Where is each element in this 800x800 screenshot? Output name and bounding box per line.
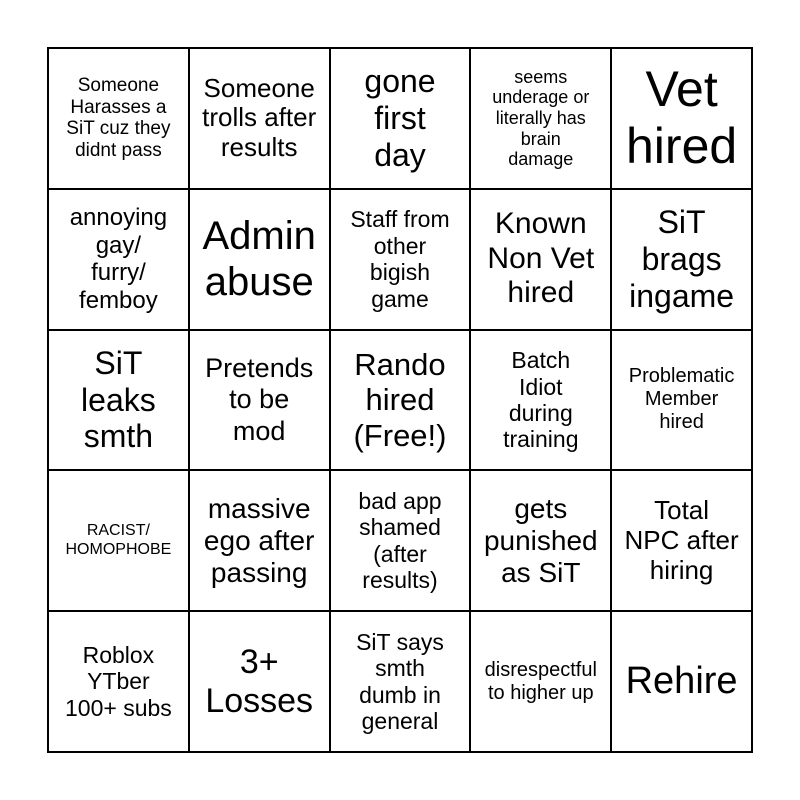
bingo-cell[interactable]: gets punished as SiT — [470, 470, 611, 611]
bingo-cell[interactable]: Problematic Member hired — [611, 330, 752, 471]
bingo-cell[interactable]: Rehire — [611, 611, 752, 752]
bingo-cell[interactable]: SiT says smth dumb in general — [330, 611, 471, 752]
bingo-cell[interactable]: Staff from other bigish game — [330, 189, 471, 330]
bingo-cell[interactable]: Someone Harasses a SiT cuz they didnt pass — [48, 48, 189, 189]
bingo-card — [47, 47, 753, 753]
bingo-cell[interactable]: Pretends to be mod — [189, 330, 330, 471]
bingo-cell[interactable]: gone first day — [330, 48, 471, 189]
bingo-cell[interactable]: Someone trolls after results — [189, 48, 330, 189]
bingo-cell[interactable]: Total NPC after hiring — [611, 470, 752, 611]
bingo-cell[interactable]: Known Non Vet hired — [470, 189, 611, 330]
bingo-cell[interactable]: SiT brags ingame — [611, 189, 752, 330]
bingo-cell[interactable]: Roblox YTber 100+ subs — [48, 611, 189, 752]
bingo-cell[interactable]: Vet hired — [611, 48, 752, 189]
bingo-cell[interactable]: SiT leaks smth — [48, 330, 189, 471]
bingo-cell[interactable]: Admin abuse — [189, 189, 330, 330]
bingo-cell[interactable]: seems underage or literally has brain damage — [470, 48, 611, 189]
bingo-cell[interactable]: disrespectful to higher up — [470, 611, 611, 752]
bingo-cell[interactable]: Batch Idiot during training — [470, 330, 611, 471]
bingo-cell[interactable]: Rando hired (Free!) — [330, 330, 471, 471]
bingo-cell[interactable]: bad app shamed (after results) — [330, 470, 471, 611]
bingo-cell[interactable]: massive ego after passing — [189, 470, 330, 611]
bingo-cell[interactable]: annoying gay/ furry/ femboy — [48, 189, 189, 330]
bingo-cell[interactable]: RACIST/ HOMOPHOBE — [48, 470, 189, 611]
bingo-cell[interactable]: 3+ Losses — [189, 611, 330, 752]
